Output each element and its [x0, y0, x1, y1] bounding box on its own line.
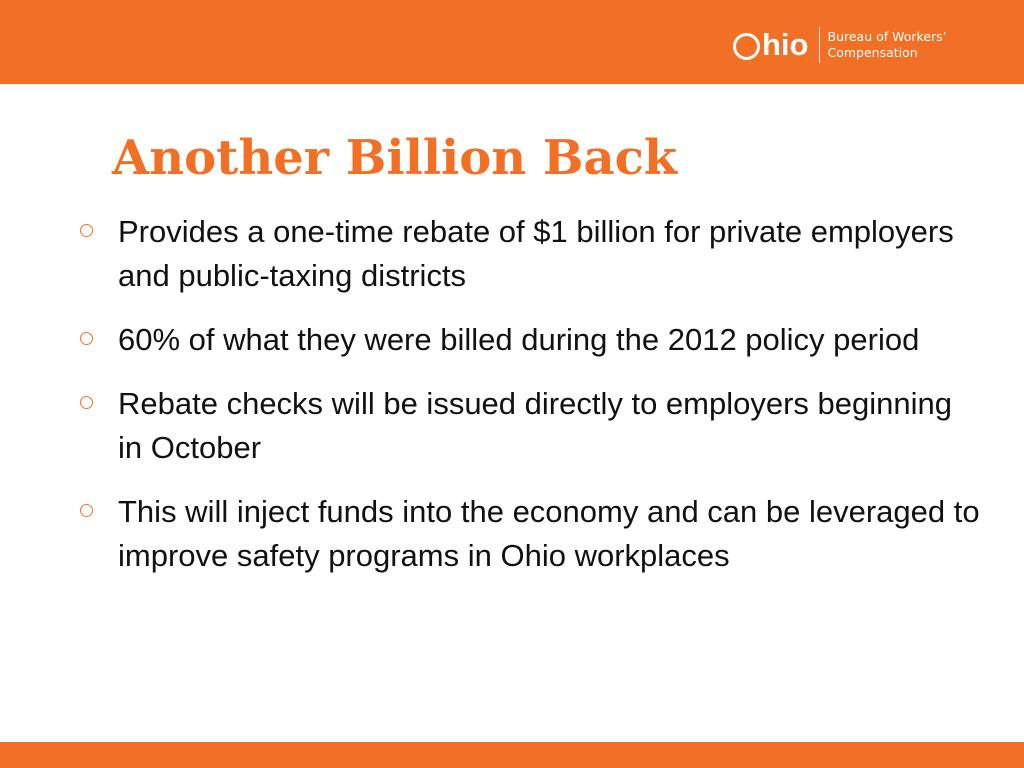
ohio-o-circle-icon — [733, 33, 760, 60]
ohio-bwc-logo — [733, 27, 947, 67]
hollow-circle-bullet-icon — [80, 504, 93, 517]
logo-agency-line2: Compensation — [827, 45, 918, 60]
hollow-circle-bullet-icon — [80, 396, 93, 409]
logo-agency-line1: Bureau of Workers’ — [827, 29, 947, 44]
bullet-list — [80, 210, 980, 598]
bullet-item — [80, 490, 980, 578]
hollow-circle-bullet-icon — [80, 224, 93, 237]
bullet-item — [80, 210, 980, 298]
bullet-text: 60% of what they were billed during the 2012 policy period — [118, 322, 920, 357]
bullet-text: Rebate checks will be issued directly to employers beginning in October — [118, 386, 952, 465]
bullet-item — [80, 318, 980, 362]
ohio-wordmark-text: hio — [762, 27, 809, 62]
bullet-text: Provides a one-time rebate of $1 billion for private employers and public-taxing districts — [118, 214, 954, 293]
hollow-circle-bullet-icon — [80, 332, 93, 345]
ohio-wordmark — [733, 27, 809, 63]
bullet-text: This will inject funds into the economy and can be leveraged to improve safety programs in Ohio workplaces — [118, 494, 980, 573]
logo-agency-name — [828, 29, 947, 61]
header-bar — [0, 0, 1024, 84]
bullet-item — [80, 382, 980, 470]
footer-bar — [0, 742, 1024, 768]
logo-divider — [819, 27, 820, 63]
slide-title: Another Billion Back — [112, 130, 678, 186]
